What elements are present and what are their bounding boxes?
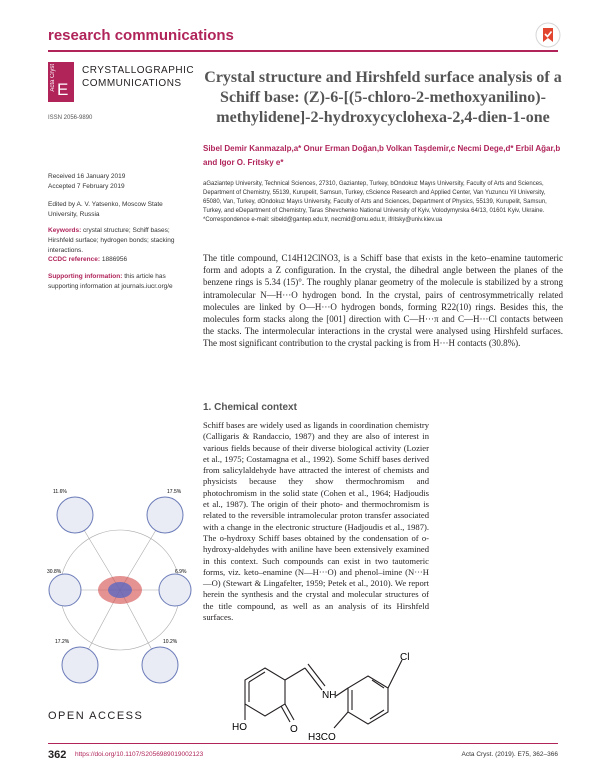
abstract: The title compound, C14H12ClNO3, is a Schiff base that exists in the keto–enamine tautomeric form and adopts a Z configuration. In the crystal, the dihedral angle between the planes of the benzene rings is 5.34 (15)°. The roughly planar geometry of the molecule is stabilized by a strong intramolecular N—H···O hydrogen bond. In the crystal, pairs of centrosymmetrically related molecules are linked by O—H···O hydrogen bonds, forming R22(10) rings. Besides this, the molecules form stacks along the [001] direction with C—H···π and C—H···Cl contacts between the stacks. The intermolecular interactions in the crystal were analysed using Hirshfeld surfaces. The most significant contribution to the crystal packing is from H···H contacts (30.8%). — [203, 253, 563, 349]
keywords-text: crystal structure; Schiff bases; Hirshfeld surface; hydrogen bonds; stacking interactions. — [48, 227, 175, 254]
supporting-info — [48, 272, 188, 292]
page-number: 362 — [48, 749, 67, 761]
molecule-scheme — [230, 648, 430, 748]
keywords-label: Keywords: — [48, 227, 82, 234]
atom-o: O — [290, 724, 298, 735]
fig-label-3: 30.8% — [47, 569, 62, 575]
fig-label-1: 11.6% — [53, 489, 67, 495]
authors: Sibel Demir Kanmazalp,a* Onur Erman Doğan,b Volkan Taşdemir,c Necmi Dege,d* Erbil Ağar,b and Igor O. Fritsky e* — [203, 144, 561, 167]
journal-name-line2: COMMUNICATIONS — [82, 78, 182, 89]
atom-ho: HO — [232, 722, 247, 733]
dates — [48, 172, 188, 192]
section-heading: 1. Chemical context — [203, 402, 297, 413]
fig-label-2: 17.5% — [167, 489, 182, 495]
ccdc-label: CCDC reference: — [48, 256, 101, 263]
citation: Acta Cryst. (2019). E75, 362–366 — [461, 751, 558, 758]
received-date: Received 16 January 2019 — [48, 173, 126, 180]
section-title: research communications — [48, 27, 234, 44]
supp-text[interactable]: this article has supporting information at journals.iucr.org/e — [48, 273, 173, 290]
doi-link[interactable]: https://doi.org/10.1107/S2056989019002123 — [75, 751, 204, 758]
journal-logo-letter: E — [57, 80, 69, 99]
journal-name-line1: CRYSTALLOGRAPHIC — [82, 65, 195, 76]
ccdc — [48, 255, 188, 265]
supp-label: Supporting information: — [48, 273, 123, 280]
atom-cl: Cl — [400, 652, 410, 663]
crossmark-icon[interactable] — [535, 22, 561, 48]
keywords — [48, 226, 188, 256]
ccdc-value: 1886956 — [101, 256, 128, 263]
hirshfeld-figure — [45, 485, 195, 695]
fig-label-5: 17.2% — [55, 639, 70, 645]
journal-logo — [48, 62, 74, 102]
journal-name — [82, 64, 195, 90]
footer-rule — [48, 743, 558, 744]
atom-nh: NH — [322, 690, 337, 701]
accepted-date: Accepted 7 February 2019 — [48, 183, 125, 190]
fingerprint-plots — [49, 497, 191, 683]
article-title: Crystal structure and Hirshfeld surface analysis of a Schiff base: (Z)-6-[(5-chloro-2-methoxyanilino)-methylidene]-2-hydroxycyclohexa-2,4-dien-1-one — [204, 69, 562, 126]
editor: Edited by A. V. Yatsenko, Moscow State University, Russia — [48, 201, 163, 218]
fig-label-4: 6.9% — [175, 569, 187, 575]
body-text: Schiff bases are widely used as ligands in coordination chemistry (Calligaris & Randaccio, 1987) and they are also of interest in various fields because of their diverse biological activity (Lozier et al., 1975; Costamagna et al., 1992). Some Schiff bases derived from salicylaldehyde have attracted the interest of chemists and physicists because they show thermochromism and photochromism in the solid state (Cohen et al., 1964; Hadjoudis et al., 1987). The origin of their photo- and thermochromism is related to the reversible intramolecular proton transfer associated with a change in the electronic structure (Hadjoudis et al., 1987). The o-hydroxy Schiff bases obtained by the condensation of o-hydroxy-aldehydes with aniline have been extensively examined in this context. Such compounds can exist in two tautomeric forms, viz. keto–enamine (N—H···O) and phenol–imine (N···H—O) (Stewart & Lingafelter, 1959; Petek et al., 2010). We report herein the synthesis and the crystal and molecular structures of the title compound, as well as an analysis of its Hirshfeld surfaces. — [203, 420, 429, 623]
fig-label-6: 10.2% — [163, 639, 178, 645]
affiliations: aGaziantep University, Technical Sciences, 27310, Gaziantep, Turkey, bOndokuz Mayıs University, Faculty of Arts and Sciences, Department of Chemistry, 55139, Kurupelit, Samsun, Turkey, cScience Research and Applied Center, Van Yuzuncu Yil University, 65080, Van, Turkey, dOndokuz Mayıs University, Faculty of Arts and Sciences, Department of Physics, 55139, Kurupelit, Samsun, Turkey, and eDepartment of Chemistry, Taras Shevchenko National University of Kyiv, Volodymyrska 64/13, 01601 Kyiv, Ukraine. *Correspondence e-mail: sibeld@gantep.edu.tr, necmid@omu.edu.tr, ifritsky@univ.kiev.ua — [203, 181, 547, 223]
header-rule — [48, 50, 558, 52]
issn: ISSN 2056-9890 — [48, 115, 93, 121]
journal-logo-text: Acta Cryst — [50, 64, 56, 92]
open-access-badge: OPEN ACCESS — [48, 710, 144, 722]
atom-h3co: H3CO — [308, 732, 336, 743]
